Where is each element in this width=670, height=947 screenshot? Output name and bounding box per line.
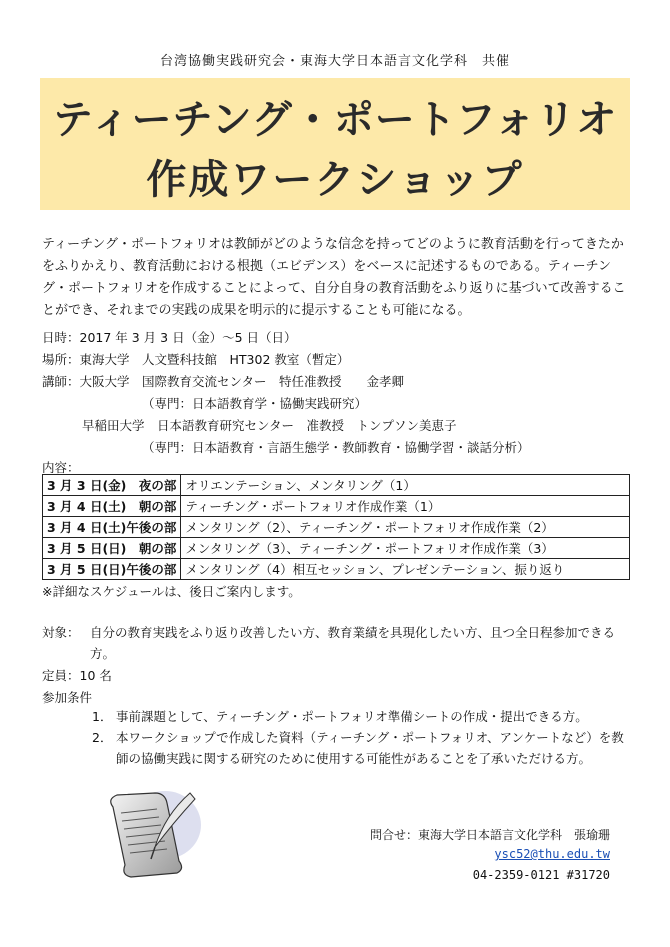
- condition-item: [92, 727, 632, 769]
- scroll-quill-illustration: [95, 785, 205, 885]
- event-place: 場所：東海大学 人文暨科技館 HT302 教室（暫定）: [42, 352, 350, 367]
- conditions-label: 参加条件: [42, 690, 93, 705]
- schedule-table: [42, 474, 630, 580]
- condition-item: [92, 706, 632, 727]
- table-row: [43, 559, 630, 580]
- lecturer-2-specialty: （専門：日本語教育・言語生態学・教師教育・協働学習・談話分析）: [142, 440, 530, 455]
- contact-email-link[interactable]: ysc52@thu.edu.tw: [494, 847, 610, 861]
- title-line-2: 作成ワークショップ: [146, 157, 524, 203]
- target-label: 対象：: [42, 625, 80, 640]
- lecturer-1-specialty: （専門：日本語教育学・協働実践研究）: [142, 396, 368, 411]
- contact-label: 問合せ：東海大学日本語言文化学科 張瑜珊: [369, 828, 610, 842]
- contact-block: [370, 826, 610, 889]
- schedule-activity: メンタリング（4）相互セッション、プレゼンテーション、振り返り: [181, 559, 630, 580]
- table-row: [43, 496, 630, 517]
- schedule-activity: メンタリング（2）、ティーチング・ポートフォリオ作成作業（2）: [181, 517, 630, 538]
- condition-text: 事前課題として、ティーチング・ポートフォリオ準備シートの作成・提出できる方。: [116, 709, 588, 724]
- capacity: 定員：10 名: [42, 668, 112, 683]
- title-line-1: ティーチング・ポートフォリオ: [52, 97, 618, 143]
- condition-number: 1．: [92, 709, 113, 724]
- table-row: [43, 475, 630, 496]
- schedule-activity: ティーチング・ポートフォリオ作成作業（1）: [181, 496, 630, 517]
- table-row: [43, 517, 630, 538]
- schedule-activity: オリエンテーション、メンタリング（1）: [181, 475, 630, 496]
- content-label: 内容：: [42, 460, 80, 475]
- intro-paragraph: ティーチング・ポートフォリオは教師がどのような信念を持ってどのように教育活動を行ってきたかをふりかえり、教育活動における根拠（エビデンス）をベースに記述するものである。ティーチング・ポートフォリオを作成することによって、自分自身の教育活動をふり返りに基づいて改善することができ、それまでの実践の成果を明示的に提示することも可能になる。: [42, 237, 626, 318]
- table-row: [43, 538, 630, 559]
- lecturer-2: 早稲田大学 日本語教育研究センター 准教授 トンプソン美恵子: [82, 418, 457, 433]
- lecturer-1: 講師：大阪大学 国際教育交流センター 特任准教授 金孝卿: [42, 374, 405, 389]
- contact-phone: 04-2359-0121 #31720: [472, 868, 610, 882]
- target-text: 自分の教育実践をふり返り改善したい方、教育業績を具現化したい方、且つ全日程参加できる方。: [90, 625, 616, 661]
- schedule-note: ※詳細なスケジュールは、後日ご案内します。: [42, 584, 301, 599]
- organizer-line: 台湾協働実践研究会・東海大学日本語言文化学科 共催: [159, 54, 510, 69]
- schedule-time: 3 月 4 日(土)午後の部: [43, 517, 181, 538]
- schedule-time: 3 月 3 日(金) 夜の部: [43, 475, 181, 496]
- condition-text: 本ワークショップで作成した資料（ティーチング・ポートフォリオ、アンケートなど）を教師の協働実践に関する研究のために使用する可能性があることを了承いただける方。: [116, 730, 624, 766]
- event-date: 日時：2017 年 3 月 3 日（金）～5 日（日）: [42, 330, 297, 345]
- schedule-time: 3 月 5 日(日)午後の部: [43, 559, 181, 580]
- target-section: [42, 622, 634, 664]
- schedule-activity: メンタリング（3）、ティーチング・ポートフォリオ作成作業（3）: [181, 538, 630, 559]
- schedule-time: 3 月 4 日(土) 朝の部: [43, 496, 181, 517]
- condition-number: 2．: [92, 730, 113, 745]
- schedule-time: 3 月 5 日(日) 朝の部: [43, 538, 181, 559]
